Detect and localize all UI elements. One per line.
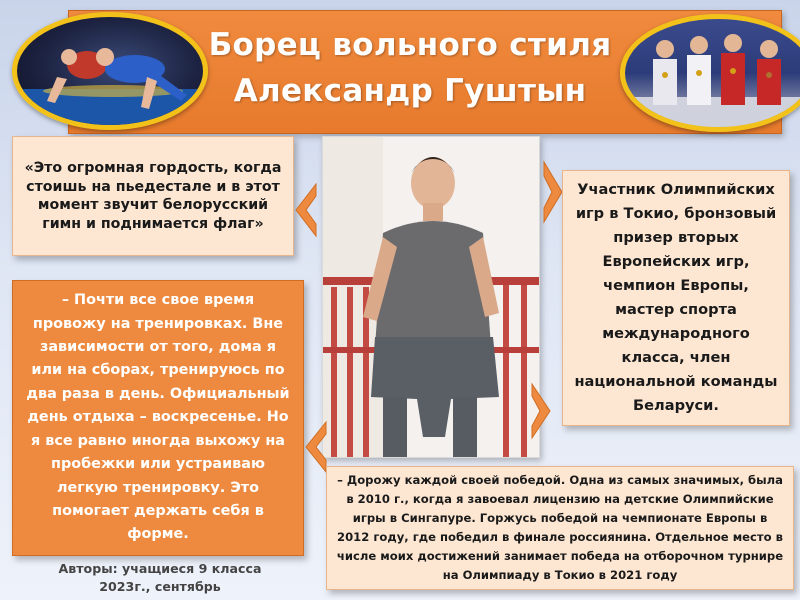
wrestling-match-photo [12, 12, 208, 130]
bio-box [562, 170, 790, 426]
title-line-2: Александр Гуштын [233, 73, 587, 109]
authors-line-1: Авторы: учащиеся 9 класса [58, 561, 262, 576]
victories-text: – Дорожу каждой своей победой. Одна из самых значимых, была в 2010 г., когда я завоевал лицензию на детские Олимпийские игры в Сингапуре. Горжусь победой на чемпионате Европы в 2012 году, где победил в финале россиянина. Отдельное место в числе моих достижений занимает победа на отборочном турнире на Олимпиаду в Токио в 2021 году [336, 473, 784, 582]
arrow-left-icon [292, 180, 318, 240]
authors-caption [40, 560, 280, 596]
training-text: – Почти все свое время провожу на тренировках. Вне зависимости от того, дома я или на сборах, тренируюсь по два раза в день. Официальный день отдыха – воскресенье. Но я все равно иногда выхожу на пробежки или устраиваю легкую тренировку. Это помогает держать себя в форме. [26, 292, 290, 543]
quote-box [12, 136, 294, 256]
authors-date: 2023г., сентябрь [99, 579, 221, 594]
portrait-photo [322, 136, 540, 458]
podium-medalists-photo [620, 14, 800, 132]
arrow-right-icon [542, 158, 564, 226]
page-title [190, 22, 630, 114]
arrow-right-lower-icon [530, 380, 552, 442]
training-box [12, 280, 304, 556]
title-line-1: Борец вольного стиля [208, 27, 612, 63]
quote-text: «Это огромная гордость, когда стоишь на пьедестале и в этот момент звучит белорусский гимн и поднимается флаг» [24, 160, 282, 232]
victories-box [326, 466, 794, 590]
arrow-left-lower-icon [302, 418, 328, 476]
bio-text: Участник Олимпийских игр в Токио, бронзовый призер вторых Европейских игр, чемпион Европы, мастер спорта международного класса, член национальной команды Беларуси. [574, 181, 778, 414]
